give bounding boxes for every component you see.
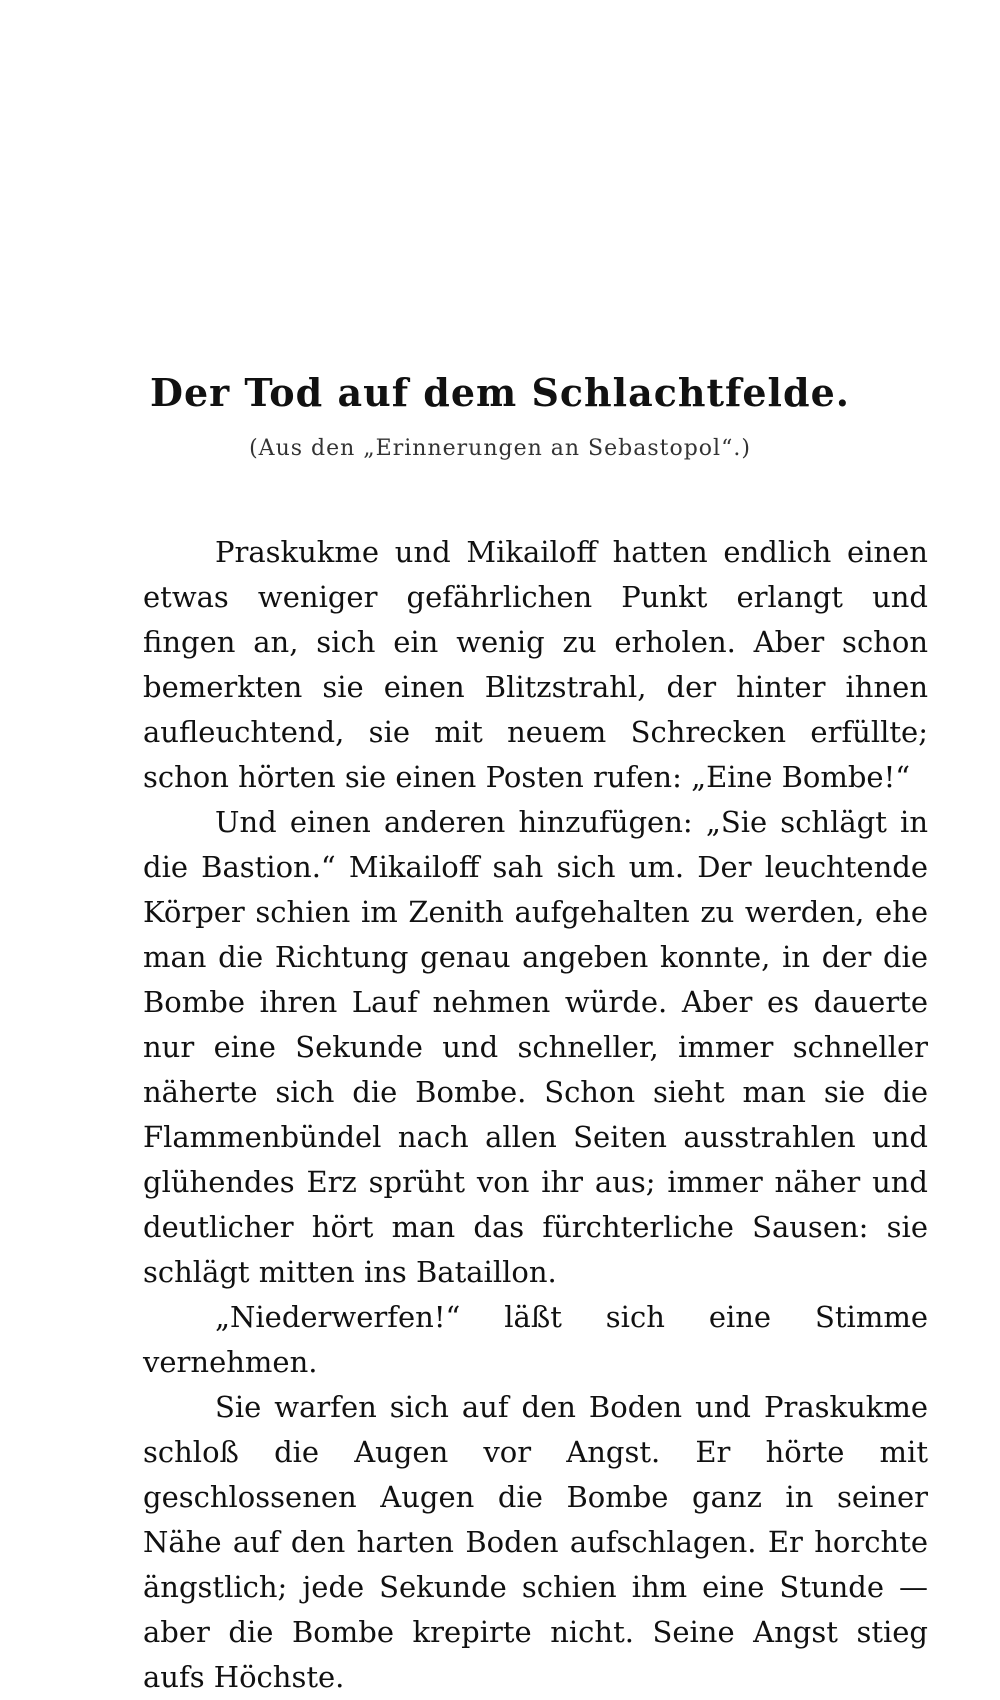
paragraph-2: Und einen anderen hinzufügen: „Sie schlägt in die Bastion.“ Mikailoff sah sich um. Der leuchtende Körper schien im Zenith aufgehalten zu werden, ehe man die Richtung genau angeben konnte, in der die Bombe ihren Lauf nehmen würde. Aber es dauerte nur eine Sekunde und schneller, immer schneller näherte sich die Bombe. Schon sieht man sie die Flammenbündel nach allen Seiten ausstrahlen und glühendes Erz sprüht von ihr aus; immer näher und deutlicher hört man das fürchterliche Sausen: sie schlägt mitten ins Bataillon. <box>143 805 928 1289</box>
paragraph-1: Praskukme und Mikailoff hatten endlich einen etwas weniger gefährlichen Punkt erlangt und fingen an, sich ein wenig zu erholen. Aber schon bemerkten sie einen Blitzstrahl, der hinter ihnen aufleuchtend, sie mit neuem Schrecken erfüllte; schon hörten sie einen Posten rufen: „Eine Bombe!“ <box>143 535 928 794</box>
paragraph-4: Sie warfen sich auf den Boden und Praskukme schloß die Augen vor Angst. Er hörte mit geschlossenen Augen die Bombe ganz in seiner Nähe auf den harten Boden aufschlagen. Er horchte ängstlich; jede Sekunde schien ihm eine Stunde — aber die Bombe krepirte nicht. Seine Angst stieg aufs Höchste. <box>143 1390 928 1694</box>
page-subtitle: (Aus den „Erinnerungen an Sebastopol“.) <box>249 436 751 461</box>
page-title: Der Tod auf dem Schlachtfelde. <box>150 370 850 415</box>
body-text <box>143 530 928 1700</box>
paragraph-3: „Niederwerfen!“ läßt sich eine Stimme vernehmen. <box>143 1300 928 1379</box>
